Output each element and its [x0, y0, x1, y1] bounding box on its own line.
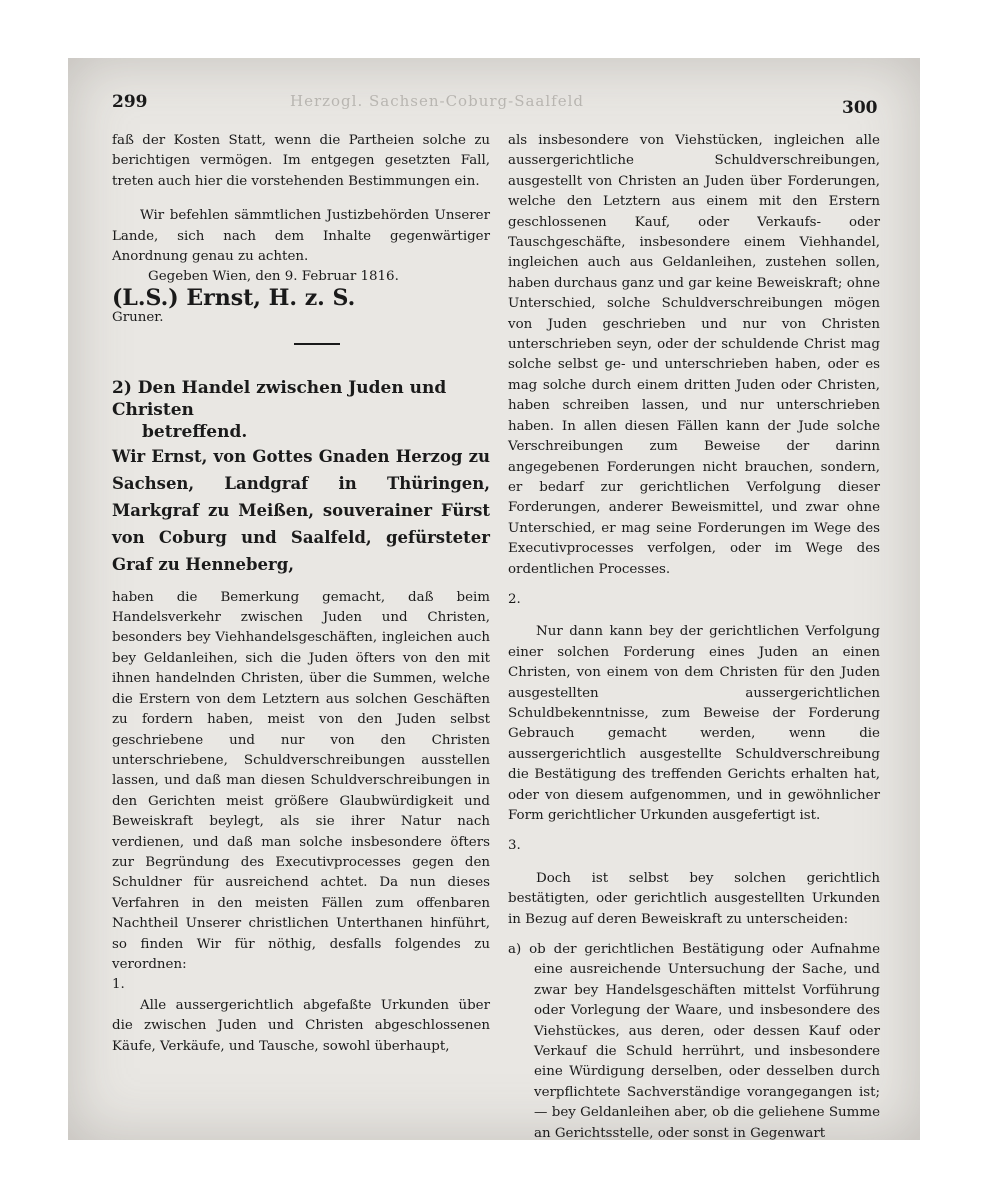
section-heading: [112, 377, 490, 443]
date-line: Gegeben Wien, den 9. Februar 1816.: [148, 269, 399, 285]
paragraph: Doch ist selbst bey solchen gerichtlich bestätigten, oder gerichtlich ausgestellten Urkunden in Bezug auf deren Beweiskraft zu unterscheiden:: [508, 870, 880, 927]
list-item: a) ob der gerichtlichen Bestätigung oder Aufnahme eine ausreichende Untersuchung der Sache, und zwar bey Handelsgeschäften mittelst Vorführung oder Vorlegung der Waare, und insbesondere des Viehstückes, aus deren, oder dessen Kauf oder Verkauf die Schuld herrührt, und insbesondere eine Würdigung derselben, oder desselben durch verpflichtete Sachverständige vorangegangen ist; — bey Geldanleihen aber, ob die geliehene Summe an Gerichtsstelle, oder sonst in Gegenwart: [508, 942, 880, 1141]
divider: [294, 343, 340, 345]
page-number-right: 300: [842, 98, 878, 118]
countersignature: Gruner.: [112, 310, 164, 326]
section-number: 3.: [508, 838, 521, 854]
paragraph: haben die Bemerkung gemacht, daß beim Handelsverkehr zwischen Juden und Christen, besonders bey Viehhandelsgeschäften, ingleichen auch bey Geldanleihen, sich die Juden öfters von den mit ihnen handelnden Christen, über die Summen, welche die Erstern von dem Letztern aus solchen Geschäften zu fordern haben, meist von den Juden selbst geschriebene und nur von den Christen unterschriebene, Schuldverschreibungen ausstellen lassen, und daß man diesen Schuldverschreibungen in den Gerichten meist größere Glaubwürdigkeit und Beweiskraft beylegt, als sie ihrer Natur nach verdienen, und daß man solche insbesondere öfters zur Begründung des Executivprocesses gegen den Schuldner für ausreichend achtet. Da nun dieses Verfahren in den meisten Fällen zum offenbaren Nachtheil Unserer christlichen Unterthanen hinführt, so finden Wir für nöthig, desfalls folgendes zu verordnen:: [112, 589, 490, 972]
heading-line: 2) Den Handel zwischen Juden und Christen: [112, 377, 447, 420]
proclamation: Wir Ernst, von Gottes Gnaden Herzog zu Sachsen, Landgraf in Thüringen, Markgraf zu Meißen, souverainer Fürst von Coburg und Saalfeld, gefürsteter Graf zu Henneberg,: [112, 446, 490, 574]
paragraph: faß der Kosten Statt, wenn die Partheien solche zu berichtigen vermögen. Im entgegen gesetzten Fall, treten auch hier die vorstehenden Bestimmungen ein.: [112, 133, 490, 189]
right-column: [508, 131, 880, 1144]
section-number: 2.: [508, 591, 521, 607]
heading-line: betreffend.: [142, 421, 248, 442]
paragraph: Nur dann kann bey der gerichtlichen Verfolgung einer solchen Forderung eines Juden an einen Christen, von einem von dem Christen für den Juden ausgestellten aussergerichtlichen Schuldbekenntnisse, zum Beweise der Forderung Gebrauch gemacht werden, wenn die aussergerichtlich ausgestellte Schuldverschreibung die Bestätigung des treffenden Gerichts erhalten hat, oder von diesem aufgenommen, und in gewöhnlicher Form gerichtlicher Urkunden ausgefertigt ist.: [508, 624, 880, 823]
page-number-left: 299: [112, 92, 148, 112]
bleed-through-text: Herzogl. Sachsen-Coburg-Saalfeld: [290, 92, 584, 110]
signature: (L.S.) Ernst, H. z. S.: [112, 284, 356, 311]
left-column: [112, 131, 490, 1057]
paragraph: als insbesondere von Viehstücken, ingleichen alle aussergerichtliche Schuldverschreibungen, ausgestellt von Christen an Juden über Forderungen, welche den Letztern aus einem mit den Erstern geschlossenen Kauf, oder Verkaufs- oder Tauschgeschäfte, insbesondere einem Viehhandel, ingleichen auch aus Geldanleihen, zustehen sollen, haben durchaus ganz und gar keine Beweiskraft; ohne Unterschied, solche Schuldverschreibungen mögen von Juden geschrieben und nur von Christen unterschrieben seyn, oder der schuldende Christ mag solche selbst ge- und unterschrieben haben, oder es mag solche durch einem dritten Juden oder Christen, haben schreiben lassen, und nur unterschrieben haben. In allen diesen Fällen kann der Jude solche Verschreibungen zum Beweise der darinn angegebenen Forderungen nicht brauchen, sondern, er bedarf zur gerichtlichen Verfolgung dieser Forderungen, anderer Beweismittel, und zwar ohne Unterschied, er mag seine Forderungen im Wege des Executivprocesses verfolgen, oder im Wege des ordentlichen Processes.: [508, 133, 880, 577]
paragraph: Wir befehlen sämmtlichen Justizbehörden Unserer Lande, sich nach dem Inhalte gegenwärtiger Anordnung genau zu achten.: [112, 208, 490, 265]
paragraph: Alle aussergerichtlich abgefaßte Urkunden über die zwischen Juden und Christen abgeschlossenen Käufe, Verkäufe, und Tausche, sowohl überhaupt,: [112, 997, 490, 1054]
section-number: 1.: [112, 977, 125, 993]
